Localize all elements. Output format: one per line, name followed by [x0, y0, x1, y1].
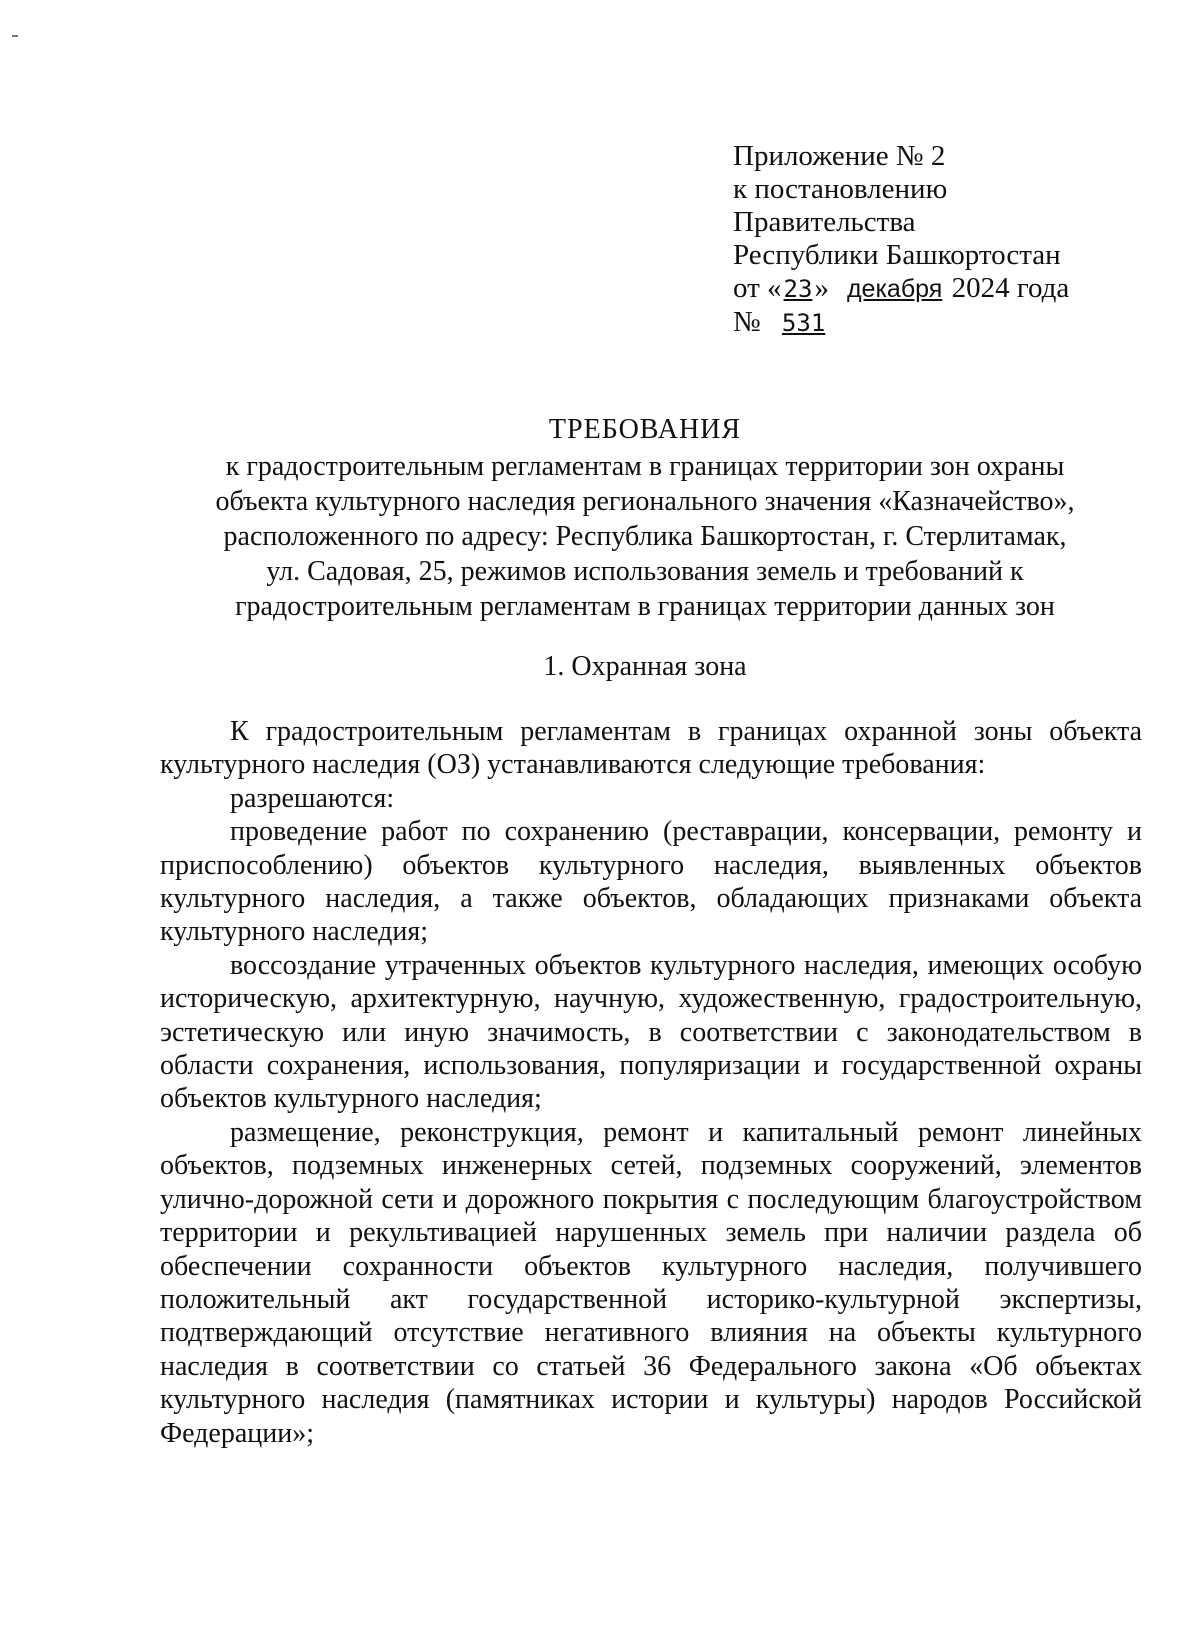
paragraph-intro: К градостроительным регламентам в границах охранной зоны объекта культурного наследия (ОЗ) устанавливаются следующие требования:	[160, 716, 1142, 781]
date-prefix: от «	[733, 272, 782, 304]
paragraph-preservation-works: проведение работ по сохранению (реставрации, консервации, ремонту и приспособлению) объектов культурного наследия, выявленных объектов культурного наследия, а также объектов, обладающих признаками объекта культурного наследия;	[160, 816, 1142, 948]
title-heading: ТРЕБОВАНИЯ	[548, 414, 742, 445]
body-text	[160, 715, 1142, 1450]
appendix-republic: Республики Башкортостан	[733, 239, 1061, 271]
title-line: к градостроительным регламентам в границах территории зон охраны	[225, 451, 1065, 482]
appendix-government: Правительства	[733, 206, 916, 238]
section-heading: 1. Охранная зона	[543, 651, 747, 682]
number-value: 531	[781, 309, 826, 337]
appendix-resolution-ref: к постановлению	[733, 173, 948, 205]
document-title	[160, 412, 1130, 624]
paragraph-linear-objects: размещение, реконструкция, ремонт и капитальный ремонт линейных объектов, подземных инженерных сетей, подземных сооружений, элементов улично-дорожной сети и дорожного покрытия с последующим благоустройством территории и рекультивацией нарушенных земель при наличии раздела об обеспечении сохранности объектов культурного наследия, получившего положительный акт государственной историко-культурной экспертизы, подтверждающий отсутствие негативного влияния на объекты культурного наследия в соответствии со статьей 36 Федерального закона «Об объектах культурного наследия (памятниках истории и культуры) народов Российской Федерации»;	[160, 1116, 1142, 1449]
appendix-date	[733, 272, 1069, 306]
date-day: 23	[783, 275, 813, 303]
date-month: декабря	[846, 275, 943, 303]
appendix-header	[733, 140, 1069, 340]
date-suffix: 2024 года	[944, 272, 1070, 304]
paragraph-recreation: воссоздание утраченных объектов культурного наследия, имеющих особую историческую, архитектурную, научную, художественную, градостроительную, эстетическую или иную значимость, в соответствии с законодательством в области сохранения, использования, популяризации и государственной охраны объектов культурного наследия;	[160, 949, 1142, 1115]
title-line: расположенного по адресу: Республика Башкортостан, г. Стерлитамак,	[223, 521, 1067, 552]
date-mid: »	[814, 272, 829, 304]
appendix-doc-number	[733, 306, 1069, 340]
paragraph-allowed: разрешаются:	[230, 782, 395, 814]
title-line: ул. Садовая, 25, режимов использования земель и требований к	[266, 556, 1024, 587]
appendix-number: Приложение № 2	[733, 140, 946, 172]
title-line: градостроительным регламентам в границах территории данных зон	[235, 591, 1055, 622]
number-prefix: №	[733, 306, 768, 338]
scan-artifact	[12, 35, 18, 37]
title-line: объекта культурного наследия регионального значения «Казначейство»,	[215, 486, 1075, 517]
